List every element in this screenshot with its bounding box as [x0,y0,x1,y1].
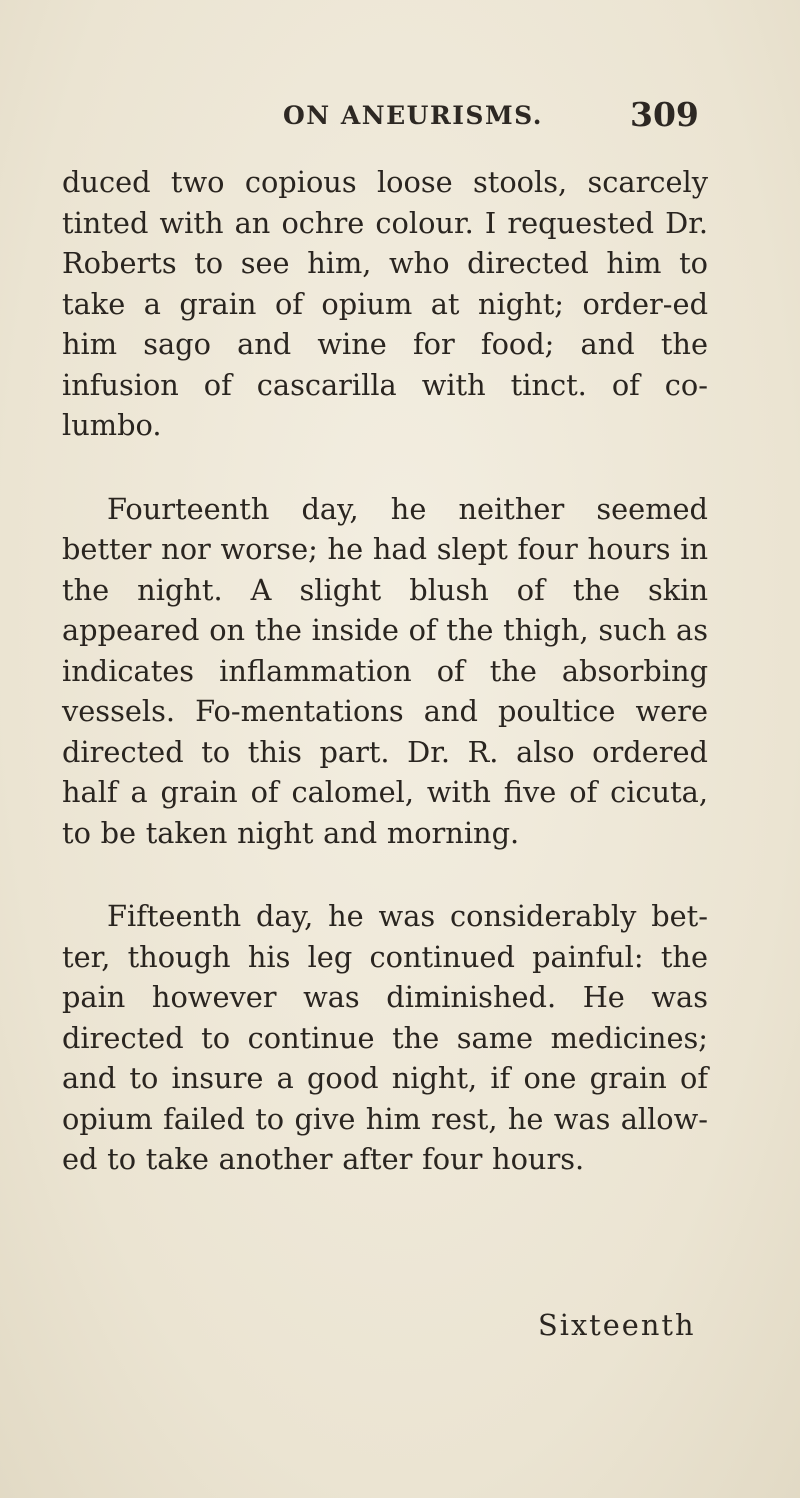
paragraph: Fourteenth day, he neither seemed better nor worse; he had slept four hours in the night. A slight blush of the skin appeared on the inside of the thigh, such as indicates inflammation of the absorbing vessels. Fo-mentations and poultice were directed to this part. Dr. R. also ordered half a grain of calomel, with five of cicuta, to be taken night and morning. [62,491,708,850]
running-head: ON ANEURISMS. [283,101,544,130]
page-number: 309 [630,95,699,134]
catchword: Sixteenth [538,1308,696,1342]
paragraph: duced two copious loose stools, scarcely tinted with an ochre colour. I requested Dr. Roberts to see him, who directed him to take a grain of opium at night; order-ed him sago and wine for food; and the infusion of cascarilla with tinct. of co-lumbo. [62,165,708,442]
body-text [62,162,708,1180]
page-header [0,95,800,141]
paragraph: Fifteenth day, he was considerably bet-ter, though his leg continued painful: the pain however was diminished. He was directed to continue the same medicines; and to insure a good night, if one grain of opium failed to give him rest, he was allow-ed to take another after four hours. [62,899,708,1176]
